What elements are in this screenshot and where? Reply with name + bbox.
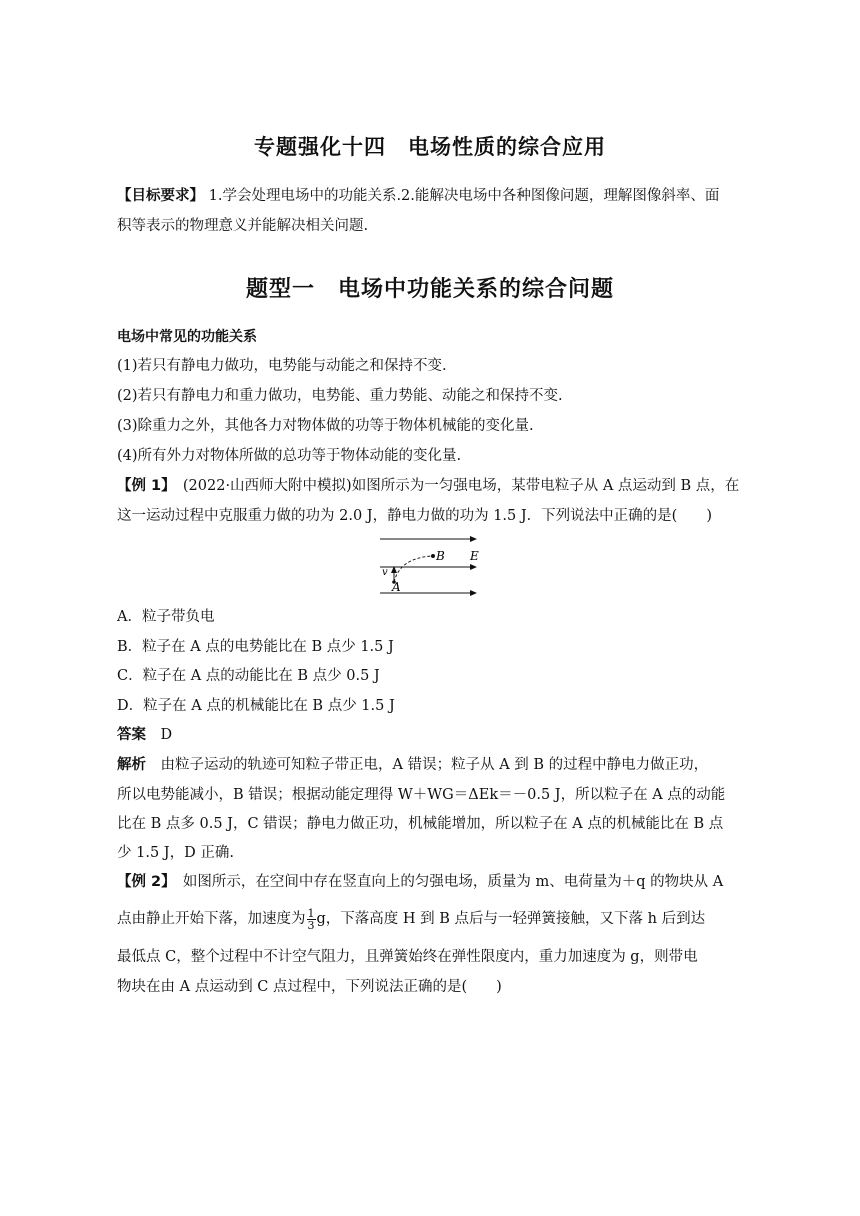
relations-heading: 电场中常见的功能关系 (117, 329, 257, 345)
analysis-text-4: 少 1.5 J，D 正确. (117, 845, 234, 861)
example2-line-1 (117, 872, 747, 892)
option-d: D．粒子在 A 点的机械能比在 B 点少 1.5 J (117, 698, 395, 714)
trajectory-curve (394, 556, 432, 582)
example1-text-2: 这一运动过程中克服重力做的功为 2.0 J，静电力做的功为 1.5 J．下列说法中正确的是( ) (117, 508, 712, 524)
label-v: v (382, 567, 388, 578)
analysis-text-3: 比在 B 点多 0.5 J，C 错误；静电力做正功，机械能增加，所以粒子在 A 点的机械能比在 B 点 (117, 816, 724, 832)
label-E: E (470, 549, 479, 563)
goal-label: 【目标要求】 (117, 188, 204, 204)
example1-line-1 (117, 476, 747, 496)
option-c: C．粒子在 A 点的动能比在 B 点少 0.5 J (117, 668, 380, 684)
relation-item-4: (4)所有外力对物体所做的总功等于物体动能的变化量. (117, 448, 462, 464)
label-A: A (392, 580, 401, 594)
relation-item-1: (1)若只有静电力做功，电势能与动能之和保持不变. (117, 358, 447, 374)
example1-label: 【例 1】 (117, 478, 169, 494)
option-b: B．粒子在 A 点的电势能比在 B 点少 1.5 J (117, 639, 394, 655)
answer-value: D (146, 727, 173, 743)
point-B (431, 554, 435, 558)
example2-text-4: 物块在由 A 点运动到 C 点过程中，下列说法正确的是( ) (117, 979, 502, 995)
relation-item-2: (2)若只有静电力和重力做功，电势能、重力势能、动能之和保持不变. (117, 388, 563, 404)
label-B: B (436, 549, 445, 563)
example2-text-2b: g，下落高度 H 到 B 点后与一轻弹簧接触，又下落 h 后到达 (316, 911, 706, 927)
example2-line-2 (117, 906, 747, 932)
example2-text-2a: 点由静止开始下落，加速度为 (117, 911, 306, 927)
goal-text-1: 1.学会处理电场中的功能关系.2.能解决电场中各种图像问题，理解图像斜率、面 (204, 188, 720, 204)
relation-item-3: (3)除重力之外，其他各力对物体做的功等于物体机械能的变化量. (117, 418, 534, 434)
answer-line (117, 725, 747, 745)
analysis-text-2: 所以电势能减小，B 错误；根据动能定理得 W＋WG＝ΔEk＝－0.5 J，所以粒子在 A 点的动能 (117, 787, 726, 803)
example2-text-1: 如图所示，在空间中存在竖直向上的匀强电场，质量为 m、电荷量为＋q 的物块从 A (168, 874, 724, 890)
fraction-one-third: $\frac{1}{3}$ (307, 906, 315, 932)
option-a: A．粒子带负电 (117, 609, 215, 625)
example2-label: 【例 2】 (117, 874, 169, 890)
section-title: 题型一 电场中功能关系的综合问题 (245, 277, 614, 302)
goal-line-1 (117, 186, 747, 206)
goal-text-2: 积等表示的物理意义并能解决相关问题. (117, 218, 369, 234)
example1-text-1: (2022·山西师大附中模拟)如图所示为一匀强电场，某带电粒子从 A 点运动到 B 点，在 (168, 478, 740, 494)
electric-field-figure (378, 534, 488, 598)
page-title: 专题强化十四 电场性质的综合应用 (254, 135, 606, 159)
analysis-line-1 (117, 755, 747, 775)
analysis-label: 解析 (117, 757, 146, 773)
analysis-text-1: 由粒子运动的轨迹可知粒子带正电，A 错误；粒子从 A 到 B 的过程中静电力做正功， (146, 757, 709, 773)
answer-label: 答案 (117, 727, 146, 743)
example2-text-3: 最低点 C，整个过程中不计空气阻力，且弹簧始终在弹性限度内，重力加速度为 g，则带电 (117, 949, 698, 965)
